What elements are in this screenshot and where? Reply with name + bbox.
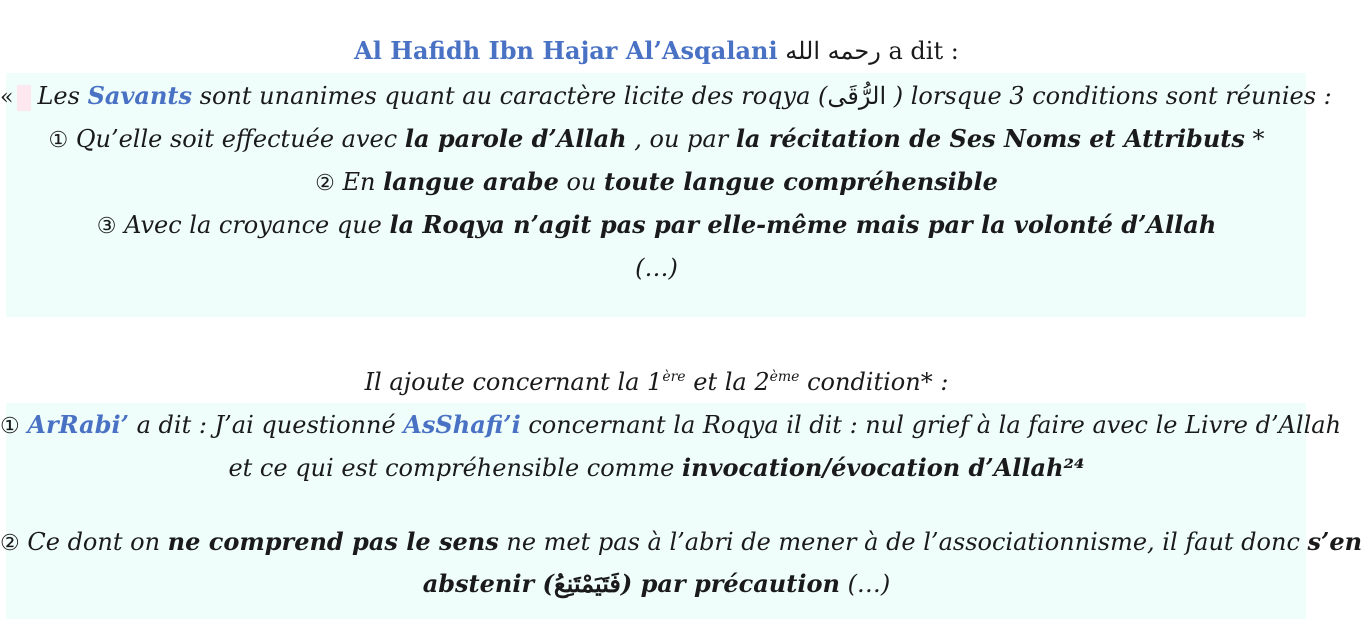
honorific-arabic: رحمه الله [785,37,881,65]
condition-3: ③ Avec la croyance que la Roqya n’agit pas par elle-même mais par la volonté d’Allah [96,210,1217,239]
number-1-icon: ① [48,128,69,153]
number-2-icon: ② [0,531,20,556]
asshafii-label: AsShafi’i [403,410,521,439]
savants-label: Savants [87,81,193,110]
arabic-roqya: الرُّقَى [827,82,887,110]
number-2-icon: ② [315,171,335,196]
arabic-abstain: فَتَيَمْتَنِعُ [553,569,621,598]
number-1-icon: ① [0,414,20,439]
open-quote: « [0,85,14,110]
quote1-intro: « Les Savants sont unanimes quant au caractère licite des roqya (الرُّقَى ) lorsque 3 conditions sont réunies : [0,81,1332,110]
quote1-ellipsis: (…) [635,254,678,282]
heading-suffix: a dit : [888,37,959,65]
quote2-paragraph1-line2: et ce qui est compréhensible comme invocation/évocation d’Allah²⁴ [228,453,1085,482]
arrabi-label: ArRabi’ [27,410,129,439]
quote2-paragraph1-line1: ① ArRabi’ a dit : J’ai questionné AsShafi’i concernant la Roqya il dit : nul grief à la faire avec le Livre d’Allah [0,410,1342,439]
heading [0,35,1313,67]
condition-2: ② En langue arabe ou toute langue compréhensible [315,167,998,196]
section2-intro: Il ajoute concernant la 1ère et la 2ème condition* : [364,368,949,396]
number-3-icon: ③ [96,214,117,239]
quote2-paragraph2-line1: ② Ce dont on ne comprend pas le sens ne met pas à l’abri de mener à de l’associationnisme, il faut donc s’en [0,527,1362,556]
author-name: Al Hafidh Ibn Hajar Al’Asqalani [354,36,778,65]
condition-1: ① Qu’elle soit effectuée avec la parole d’Allah , ou par la récitation de Ses Noms et Attributs * [48,124,1265,153]
highlight-mark [17,85,31,111]
quote2-paragraph2-line2: abstenir (فَتَيَمْتَنِعُ) par précaution (…) [422,569,891,598]
